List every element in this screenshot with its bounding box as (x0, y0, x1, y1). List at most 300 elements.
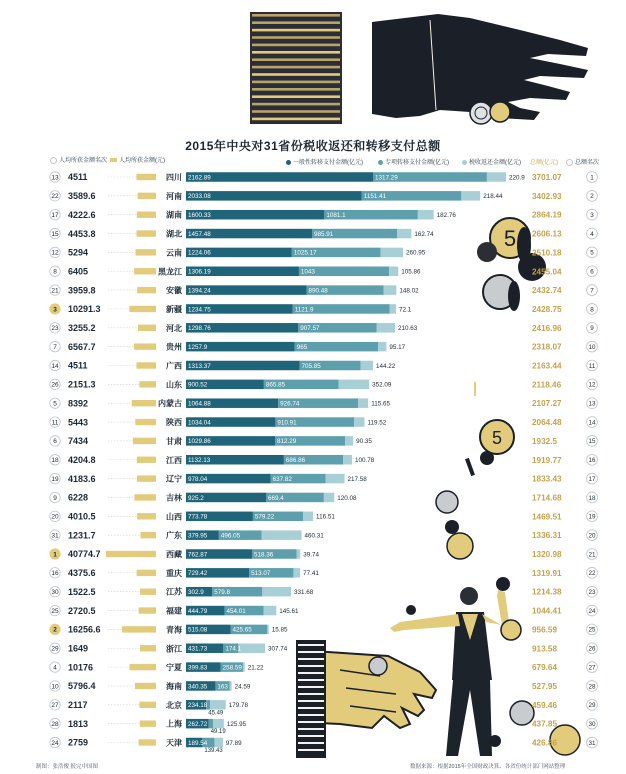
total-rank: 31 (588, 739, 596, 747)
per-capita-amount: 7434 (68, 436, 89, 447)
tax-value: 15.85 (271, 626, 288, 634)
tax-bar (390, 304, 396, 314)
tax-bar (213, 719, 224, 729)
special-value: 496.05 (220, 532, 241, 540)
province-label: 重庆 (166, 568, 182, 578)
general-value: 773.78 (188, 513, 208, 521)
per-capita-rank: 5 (53, 400, 57, 408)
total-value: 1714.68 (532, 493, 562, 503)
total-rank: 19 (588, 513, 596, 521)
tax-value: 119.52 (367, 419, 387, 427)
general-value: 262.72 (188, 720, 208, 728)
per-capita-bar (137, 287, 156, 293)
province-label: 河南 (166, 191, 182, 201)
total-rank: 5 (590, 249, 594, 257)
total-value: 2064.48 (532, 418, 562, 428)
province-label: 北京 (166, 700, 182, 710)
special-bar (209, 719, 213, 729)
general-value: 234.18 (188, 702, 208, 710)
per-capita-rank: 18 (51, 457, 59, 465)
general-value: 1457.48 (188, 230, 211, 238)
province-label: 贵州 (166, 342, 182, 352)
table-row (50, 228, 598, 239)
tax-bar (339, 380, 369, 390)
province-label: 广东 (166, 531, 182, 541)
tax-bar (343, 455, 352, 465)
total-rank: 6 (590, 268, 594, 276)
footer-source: 数据来源：根据2015年全国财政决算、各省份统计部门网站整理 (410, 764, 566, 770)
special-value: 1025.17 (293, 249, 317, 257)
per-capita-rank: 28 (51, 720, 59, 728)
per-capita-amount: 2720.5 (68, 605, 96, 616)
tax-bar (487, 172, 506, 182)
province-label: 新疆 (166, 304, 182, 314)
per-capita-bar (137, 475, 156, 481)
per-capita-bar (133, 438, 156, 444)
per-capita-bar (137, 230, 156, 236)
special-value: 579.8 (214, 589, 230, 596)
per-capita-rank: 7 (53, 343, 57, 351)
per-capita-rank: 4 (53, 664, 57, 672)
table-row (50, 322, 598, 333)
table-row (50, 549, 598, 560)
total-value: 1319.91 (532, 568, 562, 578)
total-rank: 14 (588, 419, 596, 427)
per-capita-amount: 6405 (68, 266, 89, 277)
per-capita-amount: 40774.7 (68, 549, 101, 560)
total-value: 2318.07 (532, 342, 562, 352)
tax-value: 179.78 (228, 702, 248, 710)
total-value: 3402.93 (532, 191, 562, 201)
province-label: 河北 (166, 323, 182, 333)
general-value: 399.83 (188, 664, 208, 672)
per-capita-rank: 25 (51, 607, 59, 615)
total-value: 2428.75 (532, 304, 562, 314)
special-value: 1081.1 (326, 212, 346, 219)
legend-general: 一般性转移支付金额(亿元) (286, 157, 363, 166)
total-rank: 25 (588, 626, 596, 634)
total-rank: 18 (588, 494, 596, 502)
per-capita-rank: 13 (51, 174, 59, 182)
svg-text:5: 5 (491, 428, 503, 448)
general-value: 189.54 (188, 739, 208, 747)
per-capita-amount: 5796.4 (68, 681, 96, 692)
province-label: 宁夏 (166, 663, 182, 673)
general-value: 1298.76 (188, 325, 211, 333)
general-value: 1313.37 (188, 362, 211, 370)
special-value: 258.59 (222, 664, 242, 672)
svg-text:5: 5 (503, 226, 517, 251)
special-value: 49.19 (210, 729, 226, 736)
per-capita-bar (139, 607, 156, 613)
per-capita-rank: 26 (51, 381, 59, 389)
per-capita-bar (137, 212, 156, 218)
special-value: 139.43 (204, 748, 223, 754)
tax-value: 182.76 (436, 212, 456, 219)
per-capita-rank: 20 (51, 513, 59, 521)
tax-value: 307.74 (267, 645, 288, 653)
province-label: 四川 (166, 173, 182, 182)
total-rank: 4 (590, 230, 594, 238)
per-capita-amount: 4375.6 (68, 568, 96, 579)
tax-value: 218.44 (483, 193, 503, 201)
tax-value: 39.74 (303, 551, 319, 559)
special-value: 669.4 (267, 494, 284, 502)
province-label: 黑龙江 (158, 267, 182, 277)
per-capita-bar (138, 193, 156, 199)
total-value: 527.95 (532, 681, 558, 691)
legend-total-rank: 总额名次 (566, 157, 599, 166)
province-label: 辽宁 (166, 474, 182, 484)
general-value: 1600.33 (188, 212, 211, 219)
tax-bar (461, 191, 480, 201)
table-row (50, 530, 598, 541)
tax-bar (210, 700, 226, 710)
tax-value: 220.9 (509, 174, 525, 182)
table-row (50, 473, 598, 484)
tax-value: 115.65 (371, 400, 390, 408)
total-value: 1044.41 (532, 606, 562, 616)
legend-total: 总额(亿元) (530, 160, 558, 166)
total-value: 2416.96 (532, 323, 562, 333)
per-capita-bar (134, 268, 156, 274)
special-value: 705.85 (301, 362, 321, 370)
per-capita-bar (122, 626, 156, 632)
general-value: 302.9 (188, 589, 204, 596)
per-capita-amount: 2759 (68, 737, 89, 748)
total-value: 3701.07 (532, 173, 562, 182)
footer-credit: 制图：张浩俊 报完中国图 (36, 764, 99, 770)
province-label: 甘肃 (166, 436, 182, 446)
tax-value: 331.68 (293, 589, 314, 596)
per-capita-amount: 2117 (68, 700, 88, 710)
tax-value: 148.02 (399, 287, 419, 295)
per-capita-bar (134, 343, 156, 349)
total-rank: 9 (590, 325, 594, 333)
special-value: 1121.9 (294, 306, 314, 314)
tax-value: 21.22 (247, 664, 264, 672)
per-capita-bar (106, 551, 156, 557)
per-capita-rank: 16 (51, 570, 59, 578)
total-rank: 15 (588, 438, 596, 446)
table-row (50, 586, 598, 597)
per-capita-bar (140, 720, 156, 726)
special-value: 865.85 (265, 381, 286, 389)
per-capita-amount: 4222.6 (68, 209, 96, 220)
tax-bar (354, 417, 364, 427)
total-value: 2455.04 (532, 267, 562, 277)
special-value: 454.01 (226, 607, 246, 615)
province-label: 天津 (166, 738, 182, 748)
total-rank: 26 (588, 645, 596, 653)
table-row (50, 737, 598, 754)
per-capita-amount: 4204.8 (68, 454, 96, 465)
total-rank: 3 (590, 212, 594, 219)
per-capita-amount: 4511 (68, 360, 88, 371)
general-value: 1234.75 (188, 306, 211, 314)
tax-bar (214, 738, 222, 748)
general-value: 2033.08 (188, 193, 211, 201)
tax-value: 217.58 (347, 475, 367, 483)
tax-value: 24.59 (234, 683, 251, 691)
total-rank: 7 (590, 287, 594, 295)
special-value: 174.1 (225, 645, 242, 653)
per-capita-rank: 24 (51, 739, 59, 747)
per-capita-amount: 5443 (68, 417, 89, 428)
per-capita-rank: 9 (53, 494, 57, 502)
total-value: 956.59 (532, 625, 558, 635)
per-capita-bar (135, 419, 156, 425)
per-capita-rank: 12 (51, 249, 59, 257)
per-capita-rank: 1 (53, 551, 57, 559)
per-capita-amount: 10176 (68, 662, 94, 673)
special-value: 985.91 (314, 230, 334, 238)
total-value: 437.85 (532, 719, 558, 729)
per-capita-amount: 5294 (68, 247, 89, 258)
per-capita-amount: 4511 (68, 172, 88, 183)
general-value: 1064.88 (188, 400, 211, 408)
tax-bar (324, 493, 334, 503)
total-rank: 20 (588, 532, 596, 540)
table-row (50, 398, 598, 409)
per-capita-amount: 4183.6 (68, 473, 96, 484)
per-capita-bar (134, 494, 156, 500)
tax-bar (389, 267, 398, 277)
province-label: 云南 (166, 248, 182, 258)
total-rank: 13 (588, 400, 596, 408)
per-capita-rank: 10 (51, 683, 59, 691)
province-label: 海南 (166, 681, 182, 691)
tax-bar (264, 606, 277, 616)
chart-title: 2015年中央对31省份税收返还和转移支付总额 (185, 139, 441, 153)
tax-bar (267, 625, 268, 635)
table-row (50, 492, 598, 503)
per-capita-rank: 29 (51, 645, 59, 653)
per-capita-amount: 1649 (68, 643, 89, 654)
total-rank: 12 (588, 381, 596, 389)
table-row (50, 285, 598, 296)
per-capita-rank: 8 (53, 268, 57, 276)
per-capita-rank: 15 (51, 230, 59, 238)
per-capita-bar (136, 249, 156, 255)
table-row (50, 417, 598, 428)
total-value: 2864.19 (532, 210, 562, 220)
per-capita-bar (138, 325, 156, 331)
tax-bar (297, 549, 300, 559)
total-rank: 2 (590, 193, 594, 201)
per-capita-amount: 16256.6 (68, 624, 101, 635)
tax-bar (345, 436, 353, 446)
province-label: 湖北 (166, 229, 182, 239)
tax-bar (358, 398, 368, 408)
tax-bar (293, 568, 300, 578)
tax-bar (238, 644, 265, 654)
per-capita-amount: 6228 (68, 492, 89, 503)
tax-value: 352.09 (372, 381, 392, 389)
per-capita-rank: 21 (51, 287, 59, 295)
tax-value: 460.31 (304, 532, 324, 540)
table-row (50, 699, 598, 716)
special-value: 425.65 (232, 626, 252, 634)
total-rank: 1 (590, 174, 594, 182)
province-label: 安徽 (166, 286, 182, 296)
special-value: 637.82 (272, 475, 292, 483)
tax-bar (380, 248, 403, 258)
per-capita-rank: 30 (51, 589, 59, 596)
table-row (50, 605, 598, 616)
table-row (50, 681, 598, 692)
total-rank: 24 (588, 607, 596, 615)
total-value: 1919.77 (532, 455, 562, 465)
total-rank: 21 (588, 551, 596, 559)
per-capita-bar (137, 457, 156, 463)
general-value: 1132.13 (188, 457, 211, 465)
total-rank: 8 (590, 306, 594, 314)
per-capita-bar (137, 570, 156, 576)
per-capita-rank: 31 (51, 532, 59, 540)
general-value: 900.52 (188, 381, 208, 389)
total-value: 1320.98 (532, 550, 562, 559)
tax-bar (303, 512, 313, 522)
tax-value: 105.86 (401, 268, 421, 276)
total-rank: 28 (588, 683, 596, 691)
table-row (50, 209, 598, 220)
per-capita-bar (139, 739, 156, 745)
general-value: 1257.9 (188, 343, 208, 351)
per-capita-amount: 2151.3 (68, 379, 96, 390)
table-row (50, 454, 598, 465)
legend-per-capita-amount: 人均所获金额(元) (110, 155, 165, 164)
per-capita-amount: 3959.8 (68, 285, 96, 296)
total-value: 1932.5 (532, 436, 558, 446)
general-value: 431.73 (188, 645, 208, 653)
total-value: 2432.74 (532, 286, 562, 296)
total-value: 2510.18 (532, 248, 562, 258)
total-value: 679.64 (532, 663, 558, 673)
tax-bar (418, 210, 434, 220)
per-capita-bar (136, 362, 156, 368)
per-capita-amount: 3589.6 (68, 191, 96, 202)
province-label: 上海 (166, 719, 182, 729)
special-value: 686.86 (285, 457, 306, 465)
tax-value: 162.74 (414, 230, 434, 238)
special-value: 45.49 (208, 710, 224, 717)
general-value: 1224.06 (188, 249, 211, 257)
table-row (50, 643, 598, 654)
tax-bar (361, 361, 373, 371)
table-row (50, 436, 598, 447)
per-capita-bar (140, 589, 156, 595)
general-value: 729.42 (188, 570, 208, 578)
table-row (50, 304, 598, 315)
total-value: 2118.46 (532, 380, 562, 390)
general-bar (186, 191, 362, 201)
per-capita-bar (136, 174, 156, 180)
province-label: 广西 (166, 361, 182, 371)
special-value: 1317.29 (375, 174, 398, 182)
total-value: 913.58 (532, 644, 558, 654)
special-value: 1043 (300, 268, 315, 276)
per-capita-rank: 3 (53, 306, 57, 314)
special-value: 890.48 (308, 287, 328, 295)
tax-value: 90.35 (356, 438, 372, 446)
special-value: 926.74 (280, 400, 300, 408)
tax-bar (378, 342, 386, 352)
province-label: 山东 (166, 380, 182, 390)
table-row (50, 718, 598, 735)
per-capita-rank: 11 (51, 419, 59, 427)
tax-value: 72.1 (398, 306, 412, 314)
table-row (50, 172, 598, 183)
per-capita-rank: 22 (51, 193, 59, 201)
tax-value: 95.17 (389, 343, 406, 351)
province-label: 青海 (166, 625, 182, 635)
legend-tax: 税收返还金额(亿元) (462, 157, 521, 166)
table-row (50, 567, 598, 578)
total-rank: 23 (588, 589, 596, 596)
total-value: 1214.38 (532, 587, 562, 597)
table-row (50, 360, 598, 371)
per-capita-rank: 17 (51, 212, 59, 219)
tax-value: 120.08 (337, 494, 357, 502)
general-value: 978.04 (188, 475, 208, 483)
per-capita-rank: 23 (51, 325, 59, 333)
total-value: 426.86 (532, 738, 558, 748)
per-capita-amount: 1813 (68, 718, 89, 729)
general-value: 925.2 (188, 494, 204, 502)
table-row (50, 379, 598, 390)
table-row (50, 266, 598, 277)
special-value: 965 (296, 343, 308, 351)
total-value: 459.46 (532, 700, 558, 710)
total-value: 2163.44 (532, 361, 562, 371)
table-row (50, 190, 598, 201)
legend-special: 专项转移支付金额(亿元) (378, 157, 449, 166)
per-capita-bar (132, 400, 156, 406)
per-capita-bar (137, 513, 156, 519)
province-label: 山西 (166, 512, 182, 522)
table-row (50, 247, 598, 258)
tax-bar (397, 229, 411, 239)
special-value: 907.57 (300, 325, 320, 333)
total-rank: 11 (588, 362, 596, 370)
per-capita-rank: 6 (53, 438, 57, 446)
tax-value: 260.95 (406, 249, 426, 257)
general-value: 515.08 (188, 626, 208, 634)
special-value: 910.91 (277, 419, 297, 427)
province-label: 吉林 (166, 493, 182, 503)
table-row (50, 624, 598, 635)
tax-value: 97.89 (225, 739, 242, 747)
total-rank: 22 (588, 570, 596, 578)
province-label: 内蒙古 (158, 399, 182, 409)
per-capita-bar (139, 381, 156, 387)
province-label: 江苏 (166, 587, 182, 597)
general-value: 1029.86 (188, 438, 211, 446)
per-capita-rank: 27 (51, 702, 59, 710)
tax-bar (377, 323, 395, 333)
province-label: 西藏 (166, 550, 182, 559)
per-capita-bar (140, 532, 156, 538)
total-value: 2107.27 (532, 399, 562, 409)
per-capita-bar (139, 702, 156, 708)
special-value: 163 (217, 683, 228, 691)
per-capita-rank: 2 (53, 626, 57, 634)
per-capita-amount: 4453.8 (68, 228, 96, 239)
tax-bar (230, 681, 232, 691)
total-value: 2606.13 (532, 229, 562, 239)
general-value: 340.35 (188, 683, 208, 691)
